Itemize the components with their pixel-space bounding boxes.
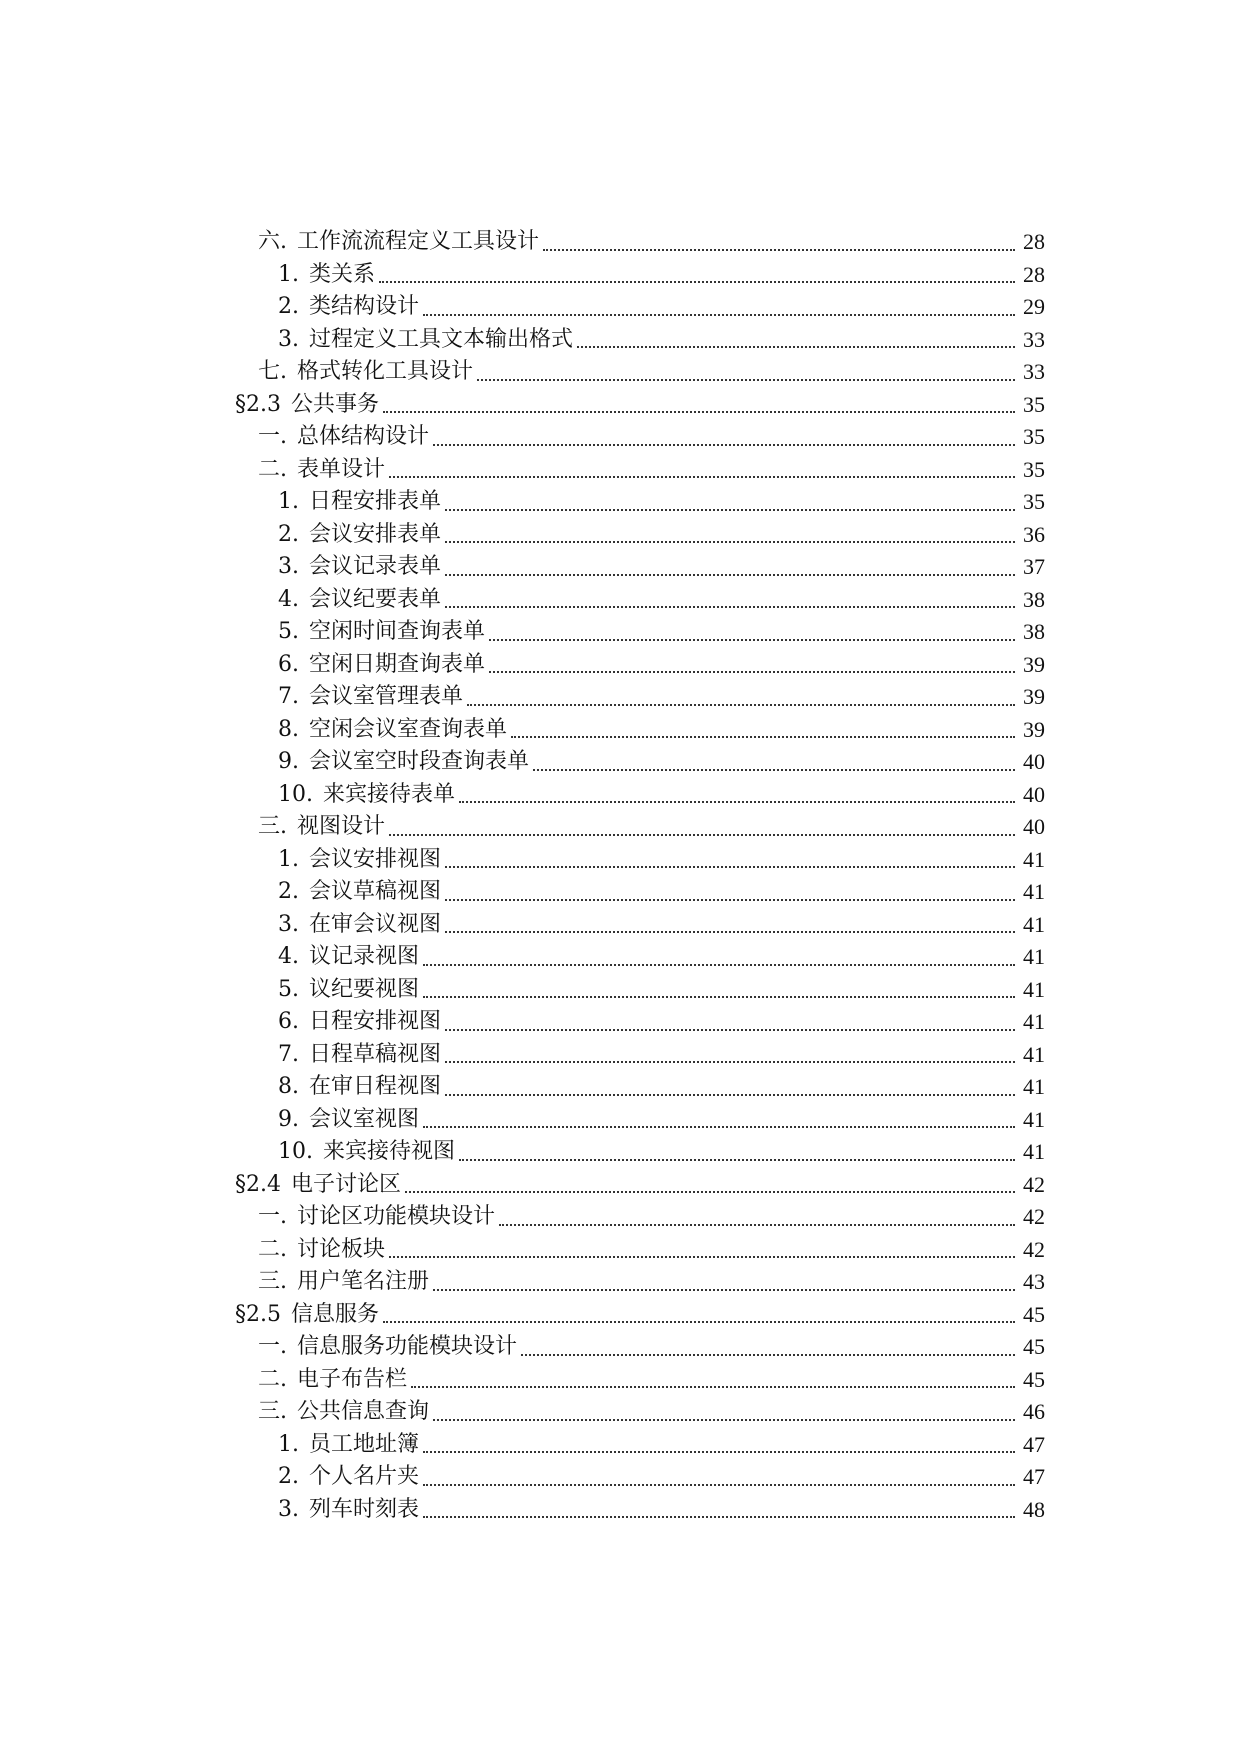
toc-entry-title: 在审日程视图: [309, 1074, 442, 1100]
toc-entry-title: 电子布告栏: [297, 1366, 408, 1392]
dot-leader: [411, 1384, 1015, 1388]
toc-entry-text: [278, 974, 419, 1006]
toc-entry-number: 5.: [278, 619, 299, 645]
toc-entry[interactable]: [0, 519, 1241, 552]
toc-entry-title: 个人名片夹: [309, 1464, 420, 1490]
toc-entry-page-number: 41: [1023, 1074, 1045, 1100]
toc-entry-text: [278, 259, 375, 291]
toc-entry-number: 1.: [278, 1431, 299, 1457]
toc-entry-number: 6.: [278, 651, 299, 677]
toc-entry-title: 会议记录表单: [309, 554, 442, 580]
toc-entry-page-number: 41: [1023, 944, 1045, 970]
toc-entry-number: 2.: [278, 879, 299, 905]
toc-entry-number: 6.: [278, 1009, 299, 1035]
dot-leader: [445, 604, 1015, 608]
toc-entry-number: 3.: [278, 1496, 299, 1522]
toc-entry-title: 在审会议视图: [309, 911, 442, 937]
toc-entry-page-number: 41: [1023, 1139, 1045, 1165]
dot-leader: [389, 474, 1015, 478]
toc-entry-number: 1.: [278, 489, 299, 515]
toc-entry-number: 7.: [278, 684, 299, 710]
dot-leader: [521, 1352, 1015, 1356]
toc-entry-text: [258, 1331, 517, 1363]
toc-entry-number: 9.: [278, 1106, 299, 1132]
toc-entry-page-number: 29: [1023, 294, 1045, 320]
toc-entry-text: [278, 616, 485, 648]
toc-entry-page-number: 40: [1023, 781, 1045, 807]
dot-leader: [423, 312, 1015, 316]
toc-entry-title: 会议室管理表单: [309, 684, 464, 710]
dot-leader: [459, 1157, 1015, 1161]
toc-entry-text: [258, 811, 385, 843]
toc-entry-page-number: 46: [1023, 1399, 1045, 1425]
toc-entry-page-number: 39: [1023, 684, 1045, 710]
toc-entry[interactable]: [0, 616, 1241, 649]
toc-entry[interactable]: [0, 1201, 1241, 1234]
toc-entry[interactable]: [0, 259, 1241, 292]
toc-entry[interactable]: [0, 1266, 1241, 1299]
toc-entry-title: 工作流流程定义工具设计: [297, 229, 540, 255]
toc-entry-title: 日程草稿视图: [309, 1041, 442, 1067]
toc-entry-page-number: 42: [1023, 1171, 1045, 1197]
toc-entry-text: [278, 1494, 419, 1526]
toc-entry-title: 空闲会议室查询表单: [309, 716, 508, 742]
toc-entry-page-number: 38: [1023, 586, 1045, 612]
toc-entry-title: 会议室视图: [309, 1106, 420, 1132]
toc-entry[interactable]: [0, 389, 1241, 422]
toc-entry-number: 7.: [278, 1041, 299, 1067]
toc-entry-text: [258, 1234, 385, 1266]
toc-entry-page-number: 37: [1023, 554, 1045, 580]
toc-entry-number: 8.: [278, 716, 299, 742]
dot-leader: [533, 767, 1015, 771]
toc-entry-title: 来宾接待表单: [323, 781, 456, 807]
toc-entry[interactable]: [0, 1136, 1241, 1169]
dot-leader: [423, 1124, 1015, 1128]
toc-entry[interactable]: [0, 551, 1241, 584]
toc-entry-number: §2.4: [235, 1171, 281, 1197]
toc-entry-text: [235, 1299, 379, 1331]
dot-leader: [459, 799, 1015, 803]
toc-entry-text: [278, 1006, 441, 1038]
toc-entry-title: 会议草稿视图: [309, 879, 442, 905]
toc-entry-page-number: 42: [1023, 1204, 1045, 1230]
toc-entry-text: [235, 389, 379, 421]
toc-entry-text: [278, 1071, 441, 1103]
toc-entry[interactable]: [0, 1169, 1241, 1202]
dot-leader: [489, 669, 1015, 673]
toc-entry-page-number: 45: [1023, 1334, 1045, 1360]
toc-entry-number: 一.: [258, 1204, 287, 1230]
toc-entry-title: 会议安排视图: [309, 846, 442, 872]
toc-entry-title: 格式转化工具设计: [297, 359, 474, 385]
toc-entry-number: 3.: [278, 554, 299, 580]
dot-leader: [433, 1417, 1015, 1421]
toc-entry-text: [258, 1266, 429, 1298]
toc-entry-text: [278, 1104, 419, 1136]
toc-entry-page-number: 35: [1023, 489, 1045, 515]
toc-entry-title: 信息服务: [291, 1301, 380, 1327]
toc-entry-page-number: 39: [1023, 716, 1045, 742]
toc-entry-title: 日程安排视图: [309, 1009, 442, 1035]
toc-entry-page-number: 45: [1023, 1366, 1045, 1392]
dot-leader: [433, 442, 1015, 446]
toc-entry-title: 议记录视图: [309, 944, 420, 970]
toc-entry-text: [278, 1136, 455, 1168]
toc-entry-number: 4.: [278, 944, 299, 970]
toc-entry-title: 来宾接待视图: [323, 1139, 456, 1165]
toc-entry-text: [258, 454, 385, 486]
dot-leader: [423, 994, 1015, 998]
toc-entry-title: 会议安排表单: [309, 521, 442, 547]
toc-entry-page-number: 28: [1023, 261, 1045, 287]
toc-entry-text: [278, 1461, 419, 1493]
toc-entry-number: 七.: [258, 359, 287, 385]
dot-leader: [577, 344, 1015, 348]
toc-entry-page-number: 47: [1023, 1431, 1045, 1457]
toc-entry[interactable]: [0, 681, 1241, 714]
dot-leader: [405, 1189, 1015, 1193]
dot-leader: [445, 539, 1015, 543]
toc-entry[interactable]: [0, 1331, 1241, 1364]
toc-entry-text: [278, 909, 441, 941]
toc-entry[interactable]: [0, 1396, 1241, 1429]
toc-entry-text: [278, 941, 419, 973]
toc-entry-page-number: 28: [1023, 229, 1045, 255]
dot-leader: [383, 409, 1015, 413]
toc-entry-page-number: 41: [1023, 976, 1045, 1002]
toc-entry[interactable]: [0, 1104, 1241, 1137]
toc-entry-title: 电子讨论区: [291, 1171, 402, 1197]
toc-entry-number: 4.: [278, 586, 299, 612]
toc-entry[interactable]: [0, 649, 1241, 682]
toc-entry-text: [278, 681, 463, 713]
toc-entry-text: [258, 226, 539, 258]
toc-entry[interactable]: [0, 974, 1241, 1007]
toc-entry-title: 议纪要视图: [309, 976, 420, 1002]
toc-entry[interactable]: [0, 1364, 1241, 1397]
toc-entry-number: 三.: [258, 1399, 287, 1425]
dot-leader: [423, 1449, 1015, 1453]
toc-entry-number: §2.3: [235, 391, 281, 417]
dot-leader: [389, 832, 1015, 836]
toc-entry[interactable]: [0, 1494, 1241, 1527]
toc-entry-number: 六.: [258, 229, 287, 255]
toc-entry[interactable]: [0, 454, 1241, 487]
dot-leader: [489, 637, 1015, 641]
dot-leader: [445, 572, 1015, 576]
toc-entry-page-number: 38: [1023, 619, 1045, 645]
toc-entry-page-number: 48: [1023, 1496, 1045, 1522]
dot-leader: [445, 1092, 1015, 1096]
toc-entry[interactable]: [0, 356, 1241, 389]
toc-entry-page-number: 41: [1023, 1009, 1045, 1035]
toc-entry-text: [258, 1201, 495, 1233]
toc-entry-text: [278, 714, 507, 746]
toc-entry-page-number: 40: [1023, 814, 1045, 840]
toc-entry-title: 讨论区功能模块设计: [297, 1204, 496, 1230]
toc-entry-number: 9.: [278, 749, 299, 775]
toc-entry-text: [235, 1169, 401, 1201]
toc-entry-title: 总体结构设计: [297, 424, 430, 450]
dot-leader: [445, 897, 1015, 901]
toc-entry[interactable]: [0, 1234, 1241, 1267]
toc-entry-text: [278, 551, 441, 583]
toc-entry-number: 二.: [258, 456, 287, 482]
dot-leader: [445, 1027, 1015, 1031]
toc-entry-text: [278, 746, 529, 778]
toc-entry-text: [258, 421, 429, 453]
toc-entry[interactable]: [0, 1071, 1241, 1104]
toc-entry-page-number: 40: [1023, 749, 1045, 775]
toc-entry-text: [258, 1364, 407, 1396]
toc-entry-number: 一.: [258, 424, 287, 450]
toc-entry-title: 空闲日期查询表单: [309, 651, 486, 677]
toc-entry-text: [278, 584, 441, 616]
toc-entry-page-number: 45: [1023, 1301, 1045, 1327]
toc-entry[interactable]: [0, 1039, 1241, 1072]
toc-entry-page-number: 41: [1023, 911, 1045, 937]
toc-entry-page-number: 43: [1023, 1269, 1045, 1295]
toc-entry[interactable]: [0, 909, 1241, 942]
dot-leader: [477, 377, 1015, 381]
toc-entry-title: 列车时刻表: [309, 1496, 420, 1522]
toc-entry[interactable]: [0, 844, 1241, 877]
toc-entry[interactable]: [0, 1299, 1241, 1332]
toc-entry-title: 类结构设计: [309, 294, 420, 320]
dot-leader: [383, 1319, 1015, 1323]
toc-entry-title: 员工地址簿: [309, 1431, 420, 1457]
toc-entry-number: 二.: [258, 1366, 287, 1392]
toc-entry-page-number: 39: [1023, 651, 1045, 677]
dot-leader: [389, 1254, 1015, 1258]
dot-leader: [423, 962, 1015, 966]
toc-entry-title: 空闲时间查询表单: [309, 619, 486, 645]
toc-entry-text: [278, 324, 573, 356]
toc-entry-number: 二.: [258, 1236, 287, 1262]
toc-entry-page-number: 35: [1023, 424, 1045, 450]
toc-entry-title: 会议纪要表单: [309, 586, 442, 612]
dot-leader: [423, 1514, 1015, 1518]
toc-entry-title: 视图设计: [297, 814, 386, 840]
toc-entry-page-number: 33: [1023, 326, 1045, 352]
toc-entry-page-number: 36: [1023, 521, 1045, 547]
toc-entry-text: [278, 649, 485, 681]
table-of-contents: [0, 226, 1241, 1526]
dot-leader: [445, 864, 1015, 868]
toc-entry[interactable]: [0, 779, 1241, 812]
toc-entry-text: [278, 844, 441, 876]
toc-entry-page-number: 35: [1023, 391, 1045, 417]
toc-entry[interactable]: [0, 486, 1241, 519]
toc-entry-title: 公共事务: [291, 391, 380, 417]
toc-entry-page-number: 42: [1023, 1236, 1045, 1262]
toc-entry[interactable]: [0, 1006, 1241, 1039]
toc-entry-number: 三.: [258, 1269, 287, 1295]
toc-entry-title: 日程安排表单: [309, 489, 442, 515]
toc-entry-number: 2.: [278, 1464, 299, 1490]
toc-entry[interactable]: [0, 1461, 1241, 1494]
toc-entry-page-number: 41: [1023, 846, 1045, 872]
toc-entry-text: [278, 779, 455, 811]
toc-entry[interactable]: [0, 421, 1241, 454]
toc-entry[interactable]: [0, 226, 1241, 259]
toc-entry-number: §2.5: [235, 1301, 281, 1327]
toc-entry-title: 表单设计: [297, 456, 386, 482]
toc-entry-title: 讨论板块: [297, 1236, 386, 1262]
toc-entry-number: 一.: [258, 1334, 287, 1360]
toc-entry[interactable]: [0, 714, 1241, 747]
toc-entry-title: 信息服务功能模块设计: [297, 1334, 518, 1360]
toc-entry-number: 三.: [258, 814, 287, 840]
toc-entry-page-number: 47: [1023, 1464, 1045, 1490]
dot-leader: [511, 734, 1015, 738]
toc-entry[interactable]: [0, 746, 1241, 779]
dot-leader: [433, 1287, 1015, 1291]
toc-entry-text: [278, 1429, 419, 1461]
dot-leader: [445, 1059, 1015, 1063]
toc-entry-number: 2.: [278, 521, 299, 547]
toc-entry-title: 公共信息查询: [297, 1399, 430, 1425]
toc-entry-text: [278, 1039, 441, 1071]
toc-entry-title: 用户笔名注册: [297, 1269, 430, 1295]
toc-entry-number: 5.: [278, 976, 299, 1002]
toc-entry-text: [278, 876, 441, 908]
toc-entry[interactable]: [0, 1429, 1241, 1462]
toc-entry[interactable]: [0, 291, 1241, 324]
dot-leader: [379, 279, 1015, 283]
dot-leader: [467, 702, 1015, 706]
toc-entry-number: 8.: [278, 1074, 299, 1100]
toc-entry-number: 3.: [278, 326, 299, 352]
toc-entry-title: 类关系: [309, 261, 376, 287]
toc-entry[interactable]: [0, 324, 1241, 357]
dot-leader: [423, 1482, 1015, 1486]
toc-entry-page-number: 33: [1023, 359, 1045, 385]
toc-entry-page-number: 41: [1023, 1041, 1045, 1067]
toc-entry-text: [278, 291, 419, 323]
toc-entry-page-number: 35: [1023, 456, 1045, 482]
dot-leader: [445, 507, 1015, 511]
toc-entry-page-number: 41: [1023, 1106, 1045, 1132]
toc-entry-number: 1.: [278, 846, 299, 872]
toc-entry-text: [278, 519, 441, 551]
toc-entry-number: 10.: [278, 781, 313, 807]
toc-entry-page-number: 41: [1023, 879, 1045, 905]
toc-entry[interactable]: [0, 941, 1241, 974]
dot-leader: [543, 247, 1015, 251]
toc-entry-number: 10.: [278, 1139, 313, 1165]
dot-leader: [499, 1222, 1015, 1226]
toc-entry-number: 1.: [278, 261, 299, 287]
toc-entry[interactable]: [0, 876, 1241, 909]
toc-entry-number: 3.: [278, 911, 299, 937]
toc-entry[interactable]: [0, 811, 1241, 844]
dot-leader: [445, 929, 1015, 933]
toc-entry-text: [258, 356, 473, 388]
toc-entry-text: [258, 1396, 429, 1428]
toc-entry-title: 过程定义工具文本输出格式: [309, 326, 574, 352]
toc-entry-number: 2.: [278, 294, 299, 320]
toc-entry[interactable]: [0, 584, 1241, 617]
toc-entry-title: 会议室空时段查询表单: [309, 749, 530, 775]
toc-entry-text: [278, 486, 441, 518]
